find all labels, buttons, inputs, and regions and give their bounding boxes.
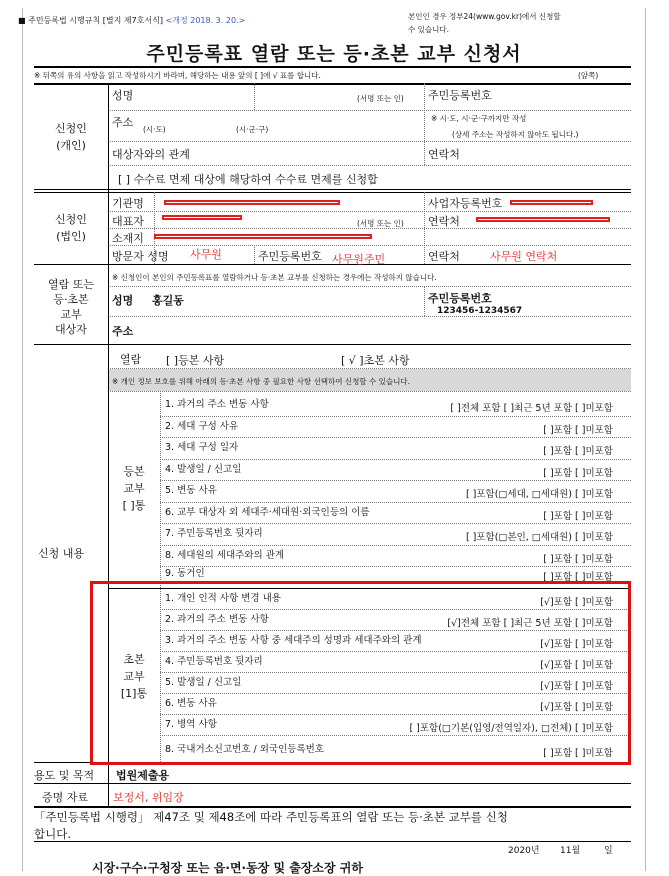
- abstract-copy-item-options[interactable]: [ ]포함(□기본(입영/전역일자), □전체) [ ]미포함: [409, 723, 613, 734]
- regulation-header: [18, 15, 245, 26]
- abstract-copy-item-options[interactable]: [ ]포함 [ ]미포함: [543, 748, 613, 759]
- abstract-copy-item-label: 3. 과거의 주소 변동 사항 중 세대주의 성명과 세대주와의 관계: [165, 635, 422, 646]
- visitor-contact-label: 연락처: [428, 250, 460, 263]
- proof-label: 증명 자료: [42, 791, 89, 804]
- full-copy-item-label: 5. 변동 사유: [165, 485, 217, 496]
- full-copy-item-label: 1. 과거의 주소 변동 사항: [165, 399, 269, 410]
- full-copy-line-2: 교부: [123, 482, 145, 495]
- full-copy-row: [160, 396, 631, 418]
- full-copy-option[interactable]: [ ]등본 사항: [166, 354, 225, 367]
- visitor-rrn-value: 사무원주민: [332, 253, 386, 266]
- purpose-value: 법원제출용: [116, 769, 170, 782]
- full-copy-row: [160, 461, 631, 483]
- target-section-line-1: 열람 또는: [47, 278, 94, 291]
- declaration: [34, 809, 508, 843]
- declaration-line-2: 합니다.: [34, 827, 71, 841]
- address-note-1: ※ 시·도, 시·군·구까지만 작성: [431, 114, 527, 123]
- abstract-copy-line-2: 교부: [123, 670, 145, 683]
- visitor-rrn-label: 주민등록번호: [258, 250, 322, 263]
- name-label: 성명: [112, 89, 134, 102]
- abstract-copy-item-options[interactable]: [√]포함 [ ]미포함: [540, 597, 613, 608]
- abstract-copy-item-options[interactable]: [√]포함 [ ]미포함: [540, 681, 613, 692]
- corporate-section: [34, 211, 108, 245]
- date-month: 11월: [560, 846, 581, 856]
- location-label: 소재지: [112, 232, 144, 245]
- biz-no-redaction: [510, 200, 593, 205]
- full-copy-item-label: 7. 주민등록번호 뒷자리: [165, 528, 263, 539]
- rrn-label: 주민등록번호: [428, 89, 492, 102]
- full-copy-row: [160, 525, 631, 547]
- request-section: 신청 내용: [38, 547, 85, 560]
- abstract-copy-item-options[interactable]: [√]전체 포함 [ ]최근 5년 포함 [ ]미포함: [447, 618, 613, 629]
- district-label: (시·군·구): [236, 125, 269, 134]
- visitor-name-value: 사무원: [190, 248, 222, 261]
- purpose-label: 용도 및 목적: [34, 769, 95, 782]
- corp-contact-redaction: [476, 217, 610, 222]
- view-label: 열람: [120, 353, 142, 366]
- abstract-copy-item-label: 1. 개인 인적 사항 변경 내용: [165, 593, 281, 604]
- target-section-line-3: 교부: [60, 308, 82, 321]
- full-copy-item-label: 2. 세대 구성 사유: [165, 420, 239, 432]
- abstract-copy-item-label: 6. 변동 사유: [165, 698, 217, 709]
- corp-contact-label: 연락처: [428, 215, 460, 228]
- visitor-contact-value: 사무원 연락처: [490, 250, 558, 263]
- online-note-line-1: 본인인 경우 정부24(www.gov.kr)에서 신청할: [408, 12, 561, 21]
- corp-signature-label: (서명 또는 인): [357, 219, 404, 228]
- target-note: ※ 신청인이 본인의 주민등록표를 열람하거나 등·초본 교부를 신청하는 경우에는 작성하지 않습니다.: [112, 273, 437, 282]
- target-name-label: 성명: [112, 294, 134, 307]
- abstract-copy-item-label: 8. 국내거소신고번호 / 외국인등록번호: [165, 744, 324, 755]
- online-note: [408, 10, 561, 36]
- full-copy-row: [160, 482, 631, 504]
- target-section: [34, 277, 108, 337]
- individual-section-line-2: (개인): [56, 139, 86, 152]
- date-year: 2020년: [508, 846, 540, 856]
- declaration-line-1: 「주민등록법 시행령」 제47조 및 제48조에 따라 주민등록표의 열람 또는 등·초본 교부를 신청: [34, 810, 508, 824]
- address-note-2: (상세 주소는 작성하지 않아도 됩니다.): [452, 130, 579, 139]
- abstract-copy-item-label: 7. 병역 사항: [165, 719, 217, 730]
- revision-date: <개정 2018. 3. 20.>: [165, 16, 246, 25]
- full-copy-item-options[interactable]: [ ]전체 포함 [ ]최근 5년 포함 [ ]미포함: [450, 403, 613, 414]
- full-copy-row: [160, 439, 631, 461]
- org-name-label: 기관명: [112, 197, 144, 210]
- target-rrn-value: 123456-1234567: [437, 306, 523, 316]
- individual-section: [34, 120, 108, 154]
- contact-label: 연락처: [428, 148, 460, 161]
- location-redaction: [154, 234, 372, 239]
- corporate-section-line-1: 신청인: [55, 213, 87, 226]
- full-copy-item-options[interactable]: [ ]포함 [ ]미포함: [543, 572, 613, 583]
- abstract-copy-item-options[interactable]: [√]포함 [ ]미포함: [540, 660, 613, 671]
- full-copy-item-options[interactable]: [ ]포함 [ ]미포함: [543, 553, 613, 565]
- full-copy-item-options[interactable]: [ ]포함 [ ]미포함: [543, 424, 613, 436]
- visitor-name-label: 방문자 성명: [112, 250, 169, 263]
- full-copy-row: [160, 504, 631, 526]
- privacy-note: ※ 개인 정보 보호를 위해 아래의 등·초본 사항 중 필요한 사항 선택하여 신청할 수 있습니다.: [112, 377, 411, 386]
- corporate-section-line-2: (법인): [56, 230, 86, 243]
- full-copy-item-label: 9. 동거인: [165, 568, 205, 579]
- abstract-copy-item-options[interactable]: [√]포함 [ ]미포함: [540, 702, 613, 713]
- target-address-label: 주소: [112, 325, 134, 338]
- individual-section-line-1: 신청인: [55, 122, 87, 135]
- form-title: 주민등록표 열람 또는 등·초본 교부 신청서: [146, 43, 522, 65]
- full-copy-line-1: 등본: [123, 465, 145, 478]
- signature-label: (서명 또는 인): [357, 94, 404, 103]
- abstract-copy-item-label: 2. 과거의 주소 변동 사항: [165, 614, 269, 625]
- footer-addressee: 시장·구수·구청장 또는 읍·면·동장 및 출장소장 귀하: [92, 861, 363, 875]
- full-copy-item-options[interactable]: [ ]포함(□세대, □세대원) [ ]미포함: [465, 489, 613, 500]
- instruction-notice: ※ 뒤쪽의 유의 사항을 읽고 작성하시기 바라며, 해당하는 내용 앞의 [ ]에 √ 표를 합니다.: [34, 71, 321, 80]
- representative-label: 대표자: [112, 215, 144, 228]
- full-copy-item-label: 6. 교부 대상자 외 세대주·세대원·외국인등의 이름: [165, 506, 370, 518]
- proof-value: 보정서, 위임장: [113, 791, 184, 804]
- biz-no-label: 사업자등록번호: [428, 197, 503, 210]
- target-rrn-label: 주민등록번호: [428, 292, 492, 305]
- target-name-value: 홍길동: [152, 294, 184, 307]
- online-note-line-2: 수 있습니다.: [408, 25, 449, 34]
- abstract-option[interactable]: [ √ ]초본 사항: [341, 354, 410, 367]
- front-side-label: (앞쪽): [578, 71, 599, 80]
- highlight-box: [90, 581, 631, 765]
- regulation-text: ■ 주민등록법 시행규칙 [별지 제7호서식]: [18, 16, 163, 25]
- full-copy-item-options[interactable]: [ ]포함 [ ]미포함: [543, 446, 613, 457]
- abstract-copy-line-3: [1]통: [120, 687, 148, 700]
- relation-label: 대상자와의 관계: [112, 148, 190, 161]
- full-copy-item-options[interactable]: [ ]포함(□본인, □세대원) [ ]미포함: [465, 532, 613, 543]
- date-day: 일: [604, 846, 613, 856]
- fee-exempt-checkbox[interactable]: [ ] 수수료 면제 대상에 해당하여 수수료 면제를 신청합: [118, 173, 378, 186]
- full-copy-item-label: 3. 세대 구성 일자: [165, 442, 239, 453]
- abstract-copy-line-1: 초본: [123, 653, 145, 666]
- full-copy-line-3: [ ]통: [122, 499, 146, 512]
- full-copy-item-label: 4. 발생일 / 신고일: [165, 463, 242, 475]
- target-section-line-4: 대상자: [55, 323, 87, 336]
- org-name-redaction: [164, 200, 340, 205]
- abstract-copy-item-label: 5. 발생일 / 신고일: [165, 677, 242, 688]
- full-copy-row: [160, 418, 631, 440]
- city-label: (시·도): [143, 125, 166, 134]
- full-copy-item-options[interactable]: [ ]포함 [ ]미포함: [543, 467, 613, 479]
- abstract-copy-item-label: 4. 주민등록번호 뒷자리: [165, 656, 263, 667]
- abstract-copy-item-options[interactable]: [√]포함 [ ]미포함: [540, 639, 613, 650]
- target-section-line-2: 등·초본: [53, 293, 89, 306]
- address-label: 주소: [112, 116, 134, 129]
- representative-redaction: [162, 215, 242, 220]
- full-copy-count: [108, 463, 160, 514]
- full-copy-item-label: 8. 세대원의 세대주와의 관계: [165, 549, 285, 561]
- full-copy-item-options[interactable]: [ ]포함 [ ]미포함: [543, 510, 613, 522]
